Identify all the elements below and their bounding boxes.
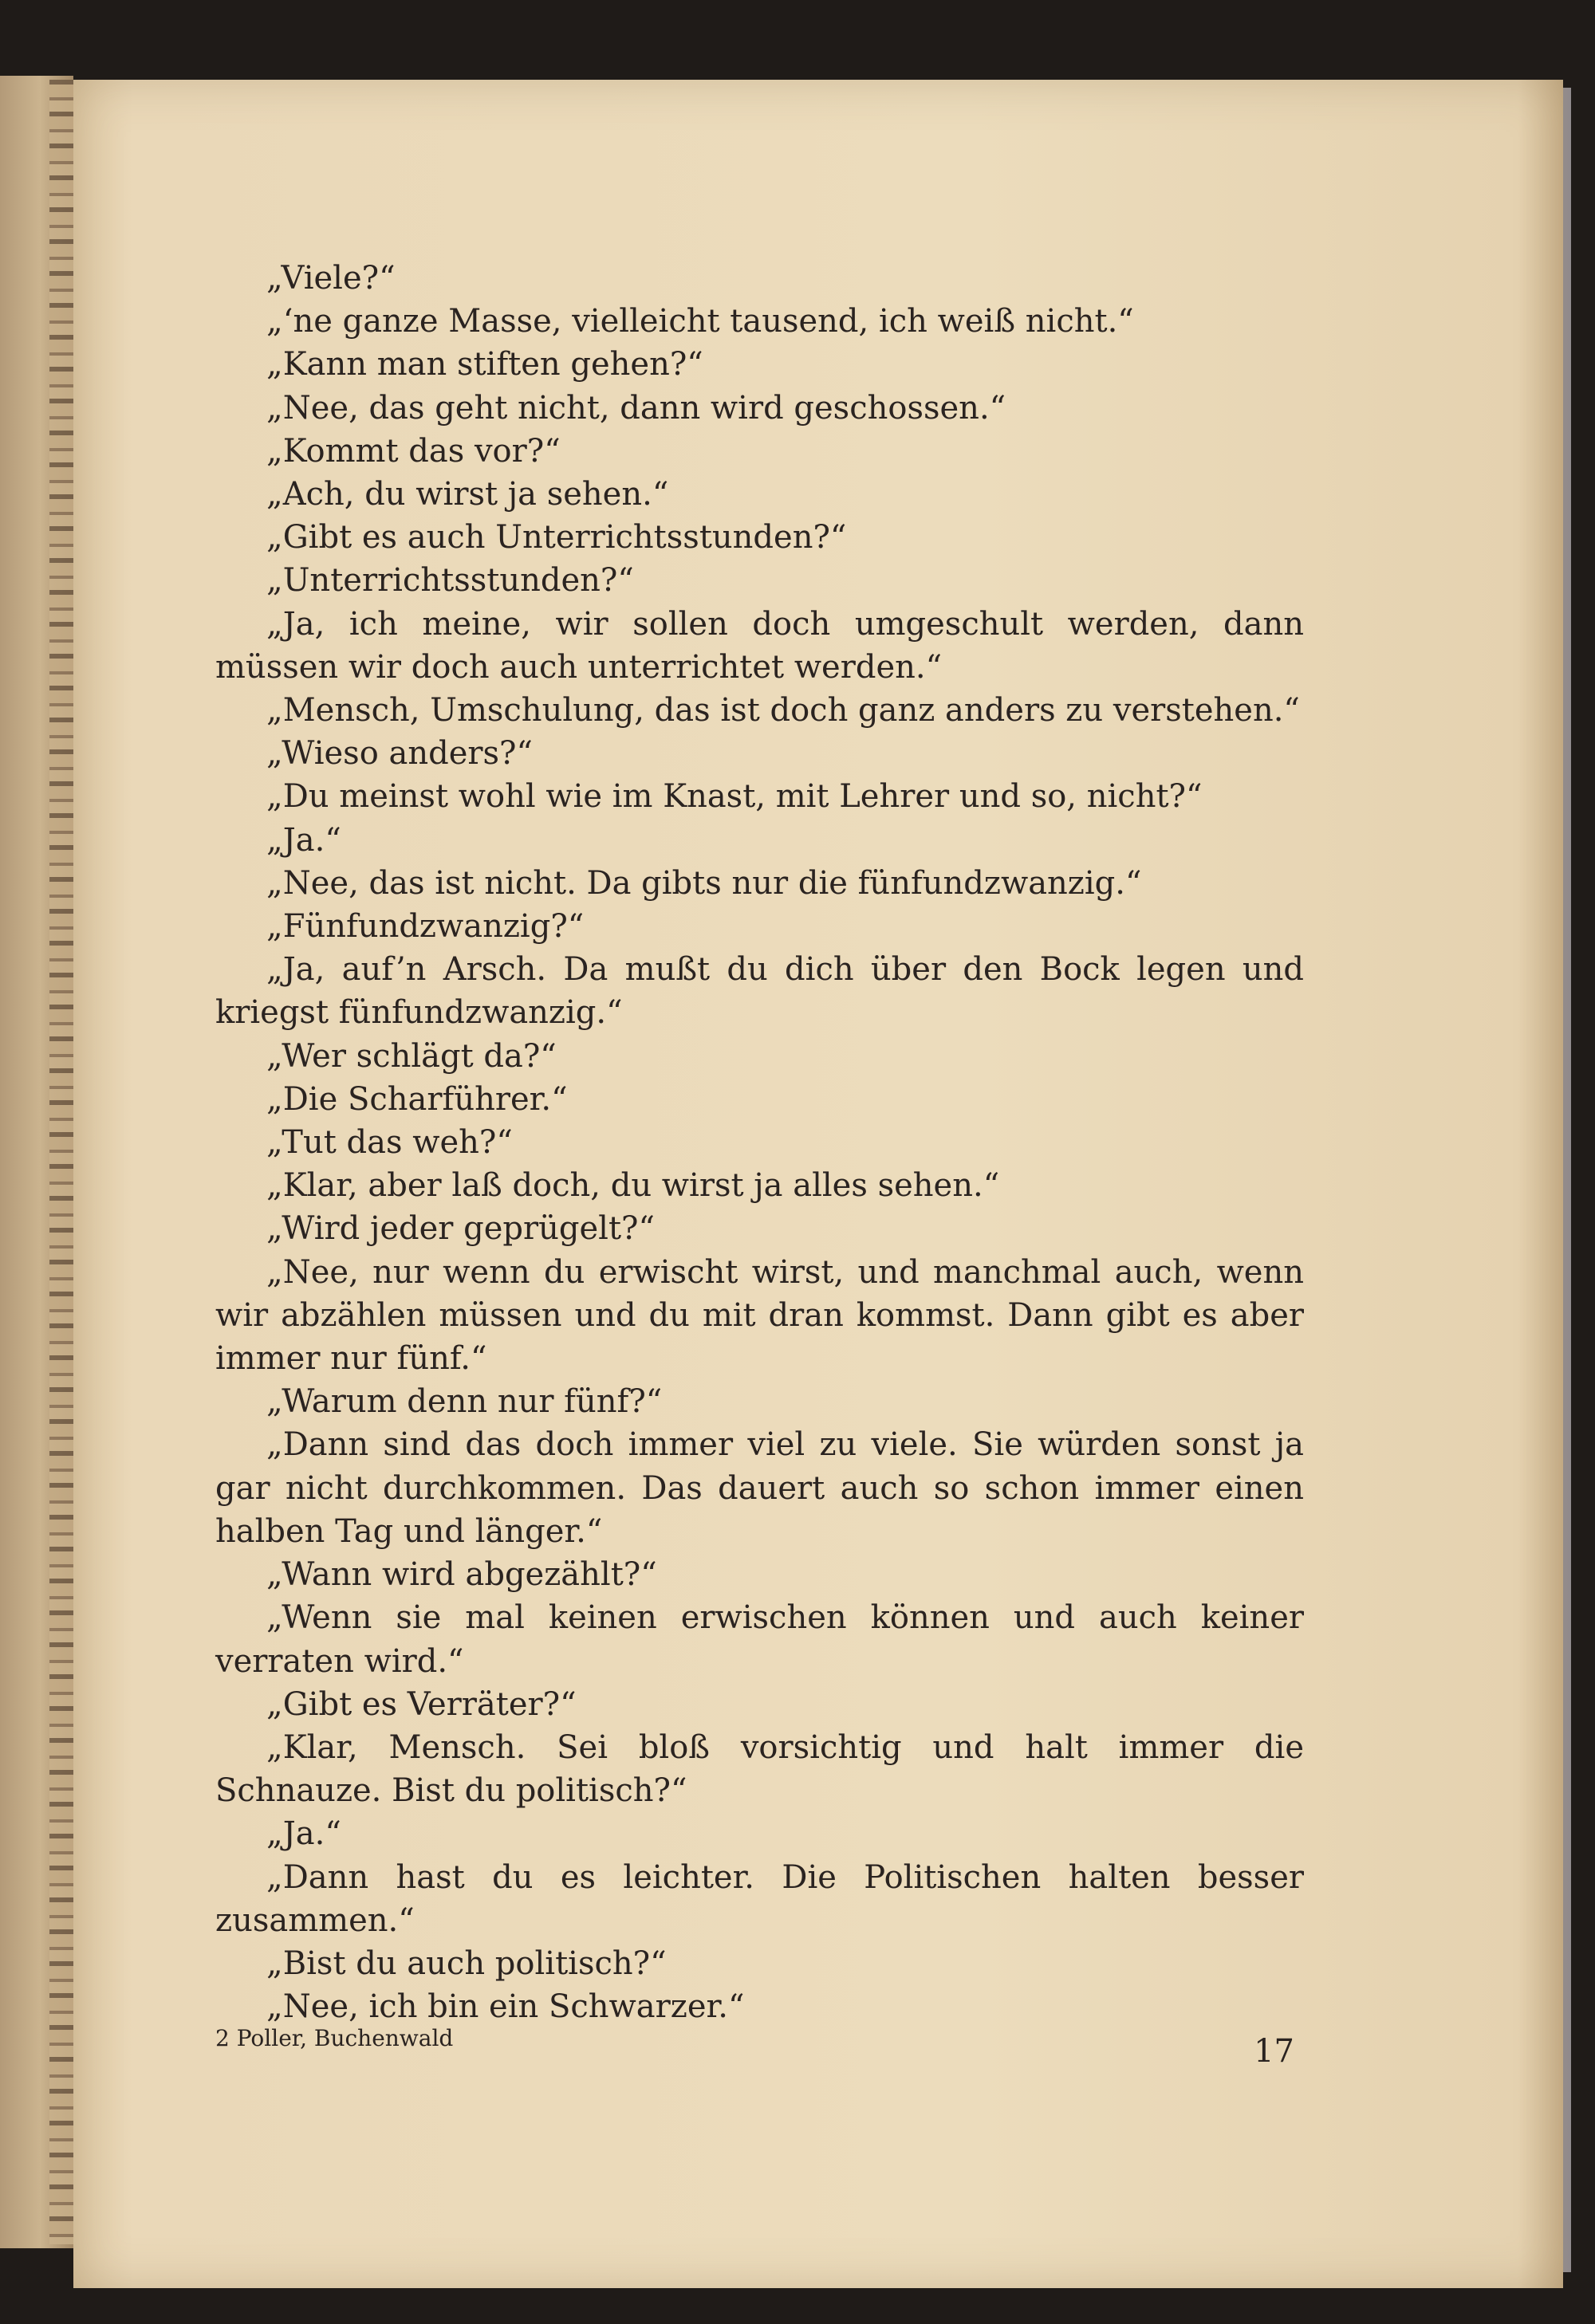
paragraph: „Warum denn nur fünf?“ (266, 1383, 663, 1421)
paragraph: „Nee, nur wenn du erwischt wirst, und manchmal auch, wenn wir abzählen müssen und du mit dran kommst. Dann gibt es aber immer nur fünf.“ (215, 1253, 1304, 1378)
paragraph: „Nee, das geht nicht, dann wird geschossen.“ (266, 389, 1006, 427)
paragraph: „Klar, aber laß doch, du wirst ja alles sehen.“ (266, 1167, 1000, 1205)
paragraph: „Ja, auf’n Arsch. Da mußt du dich über den Bock legen und kriegst fünfundzwanzig.“ (215, 951, 1304, 1032)
paragraph: „Nee, ich bin ein Schwarzer.“ (266, 1988, 745, 2026)
paragraph: „Ja, ich meine, wir sollen doch umgeschult werden, dann müssen wir doch auch unterrichtet werden.“ (215, 605, 1304, 686)
paragraph: „Du meinst wohl wie im Knast, mit Lehrer und so, nicht?“ (266, 778, 1203, 816)
paragraph: „Bist du auch politisch?“ (266, 1945, 667, 1982)
paragraph: „Wer schlägt da?“ (266, 1037, 557, 1075)
paragraph: „Wieso anders?“ (266, 735, 533, 773)
paragraph: „Unterrichtsstunden?“ (266, 562, 634, 600)
paragraph: „Wird jeder geprügelt?“ (266, 1210, 655, 1248)
paragraph: „Die Scharführer.“ (266, 1080, 568, 1118)
binding-stitching (49, 80, 73, 2244)
page-number: 17 (1254, 2033, 1294, 2070)
paragraph: „Dann hast du es leichter. Die Politischen halten besser zusammen.“ (215, 1858, 1304, 1939)
paragraph: „Nee, das ist nicht. Da gibts nur die fünfundzwanzig.“ (266, 864, 1142, 902)
paragraph: „Mensch, Umschulung, das ist doch ganz anders zu verstehen.“ (266, 692, 1300, 729)
paragraph: „Tut das weh?“ (266, 1124, 513, 1162)
paragraph: „Ja.“ (266, 1815, 341, 1853)
paragraph: „Wenn sie mal keinen erwischen können und auch keiner verraten wird.“ (215, 1599, 1304, 1680)
paragraph: „Wann wird abgezählt?“ (266, 1556, 657, 1594)
paragraph: „Ach, du wirst ja sehen.“ (266, 476, 669, 513)
paragraph: „Klar, Mensch. Sei bloß vorsichtig und halt immer die Schnauze. Bist du politisch?“ (215, 1728, 1304, 1810)
printer-signature: 2 Poller, Buchenwald (215, 2025, 454, 2051)
page-text (215, 257, 1304, 2028)
paragraph: „Kann man stiften gehen?“ (266, 346, 703, 383)
paragraph: „Ja.“ (266, 821, 341, 859)
paragraph: „Viele?“ (266, 260, 396, 297)
paragraph: „‘ne ganze Masse, vielleicht tausend, ich weiß nicht.“ (266, 303, 1134, 340)
paragraph: „Fünfundzwanzig?“ (266, 908, 585, 946)
paragraph: „Gibt es auch Unterrichtsstunden?“ (266, 519, 847, 556)
paragraph: „Kommt das vor?“ (266, 432, 561, 470)
paragraph: „Dann sind das doch immer viel zu viele. Sie würden sonst ja gar nicht durchkommen. Das dauert auch so schon immer einen halben Tag und länger.“ (215, 1426, 1304, 1550)
page-footer (215, 2025, 1304, 2073)
paragraph: „Gibt es Verräter?“ (266, 1685, 577, 1723)
